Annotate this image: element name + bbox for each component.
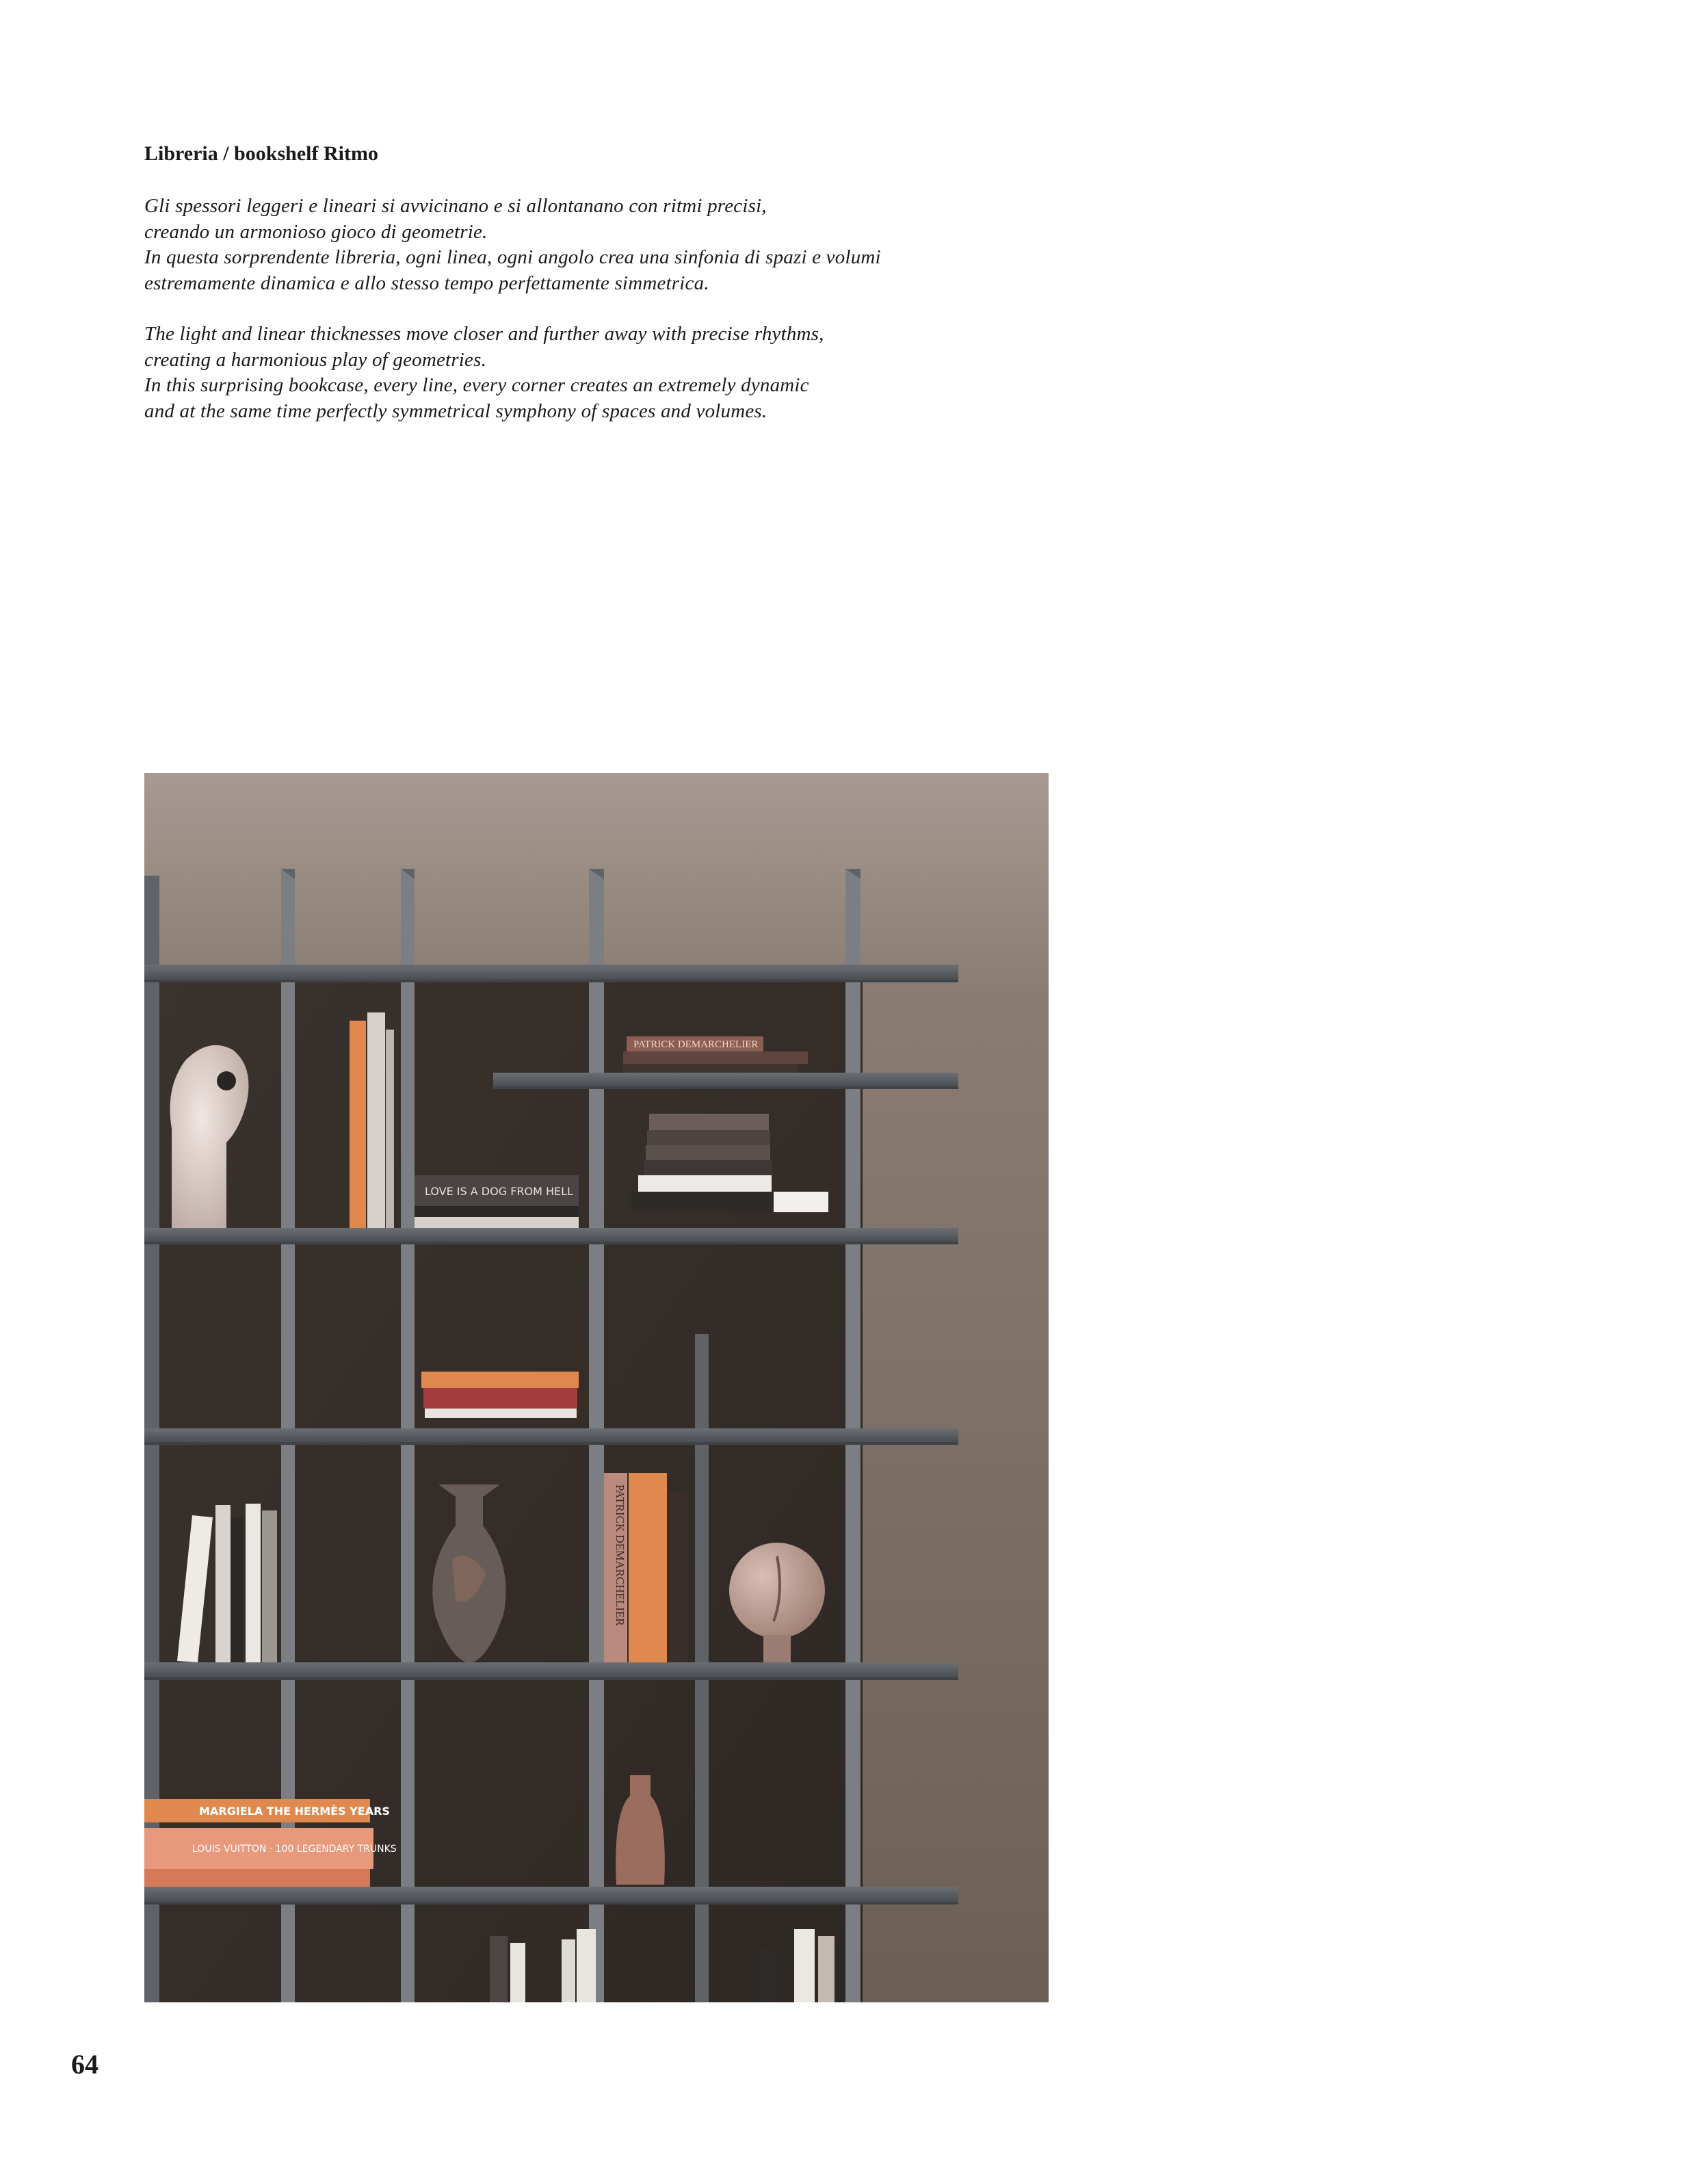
books-stack-love — [415, 1175, 579, 1228]
book-spine-vuitton: LOUIS VUITTON · 100 LEGENDARY TRUNKS — [192, 1844, 397, 1855]
book-spine-margiela: MARGIELA THE HERMÈS YEARS — [199, 1805, 390, 1818]
text-line: and at the same time perfectly symmetrical symphony of spaces and volumes. — [144, 400, 767, 422]
page-number: 64 — [71, 2049, 98, 2080]
books-orange — [604, 1473, 687, 1662]
text-line: creating a harmonious play of geometries. — [144, 348, 487, 371]
books-lower-left — [177, 1504, 277, 1662]
bookshelf-photo — [144, 773, 1049, 2002]
description-english — [144, 322, 824, 424]
books-margiela — [144, 1799, 397, 1887]
page-title: Libreria / bookshelf Ritmo — [144, 142, 378, 165]
book-spine-patrick-vertical: PATRICK DEMARCHELIER — [614, 1484, 627, 1626]
book-spine-love: LOVE IS A DOG FROM HELL — [425, 1185, 573, 1198]
text-line: In this surprising bookcase, every line, every corner creates an extremely dynamic — [144, 374, 809, 396]
books-top-left — [350, 1012, 394, 1228]
text-line: In questa sorprendente libreria, ogni linea, ogni angolo crea una sinfonia di spazi e volumi — [144, 246, 881, 268]
text-line: The light and linear thicknesses move closer and further away with precise rhythms, — [144, 323, 824, 345]
book-spine-patrick: PATRICK DEMARCHELIER — [633, 1039, 759, 1050]
text-line: Gli spessori leggeri e lineari si avvicinano e si allontanano con ritmi precisi, — [144, 195, 767, 217]
description-italian — [144, 194, 881, 296]
text-line: estremamente dinamica e allo stesso tempo perfettamente simmetrica. — [144, 272, 709, 294]
books-stack-middle — [421, 1372, 579, 1418]
text-line: creando un armonioso gioco di geometrie. — [144, 220, 488, 243]
